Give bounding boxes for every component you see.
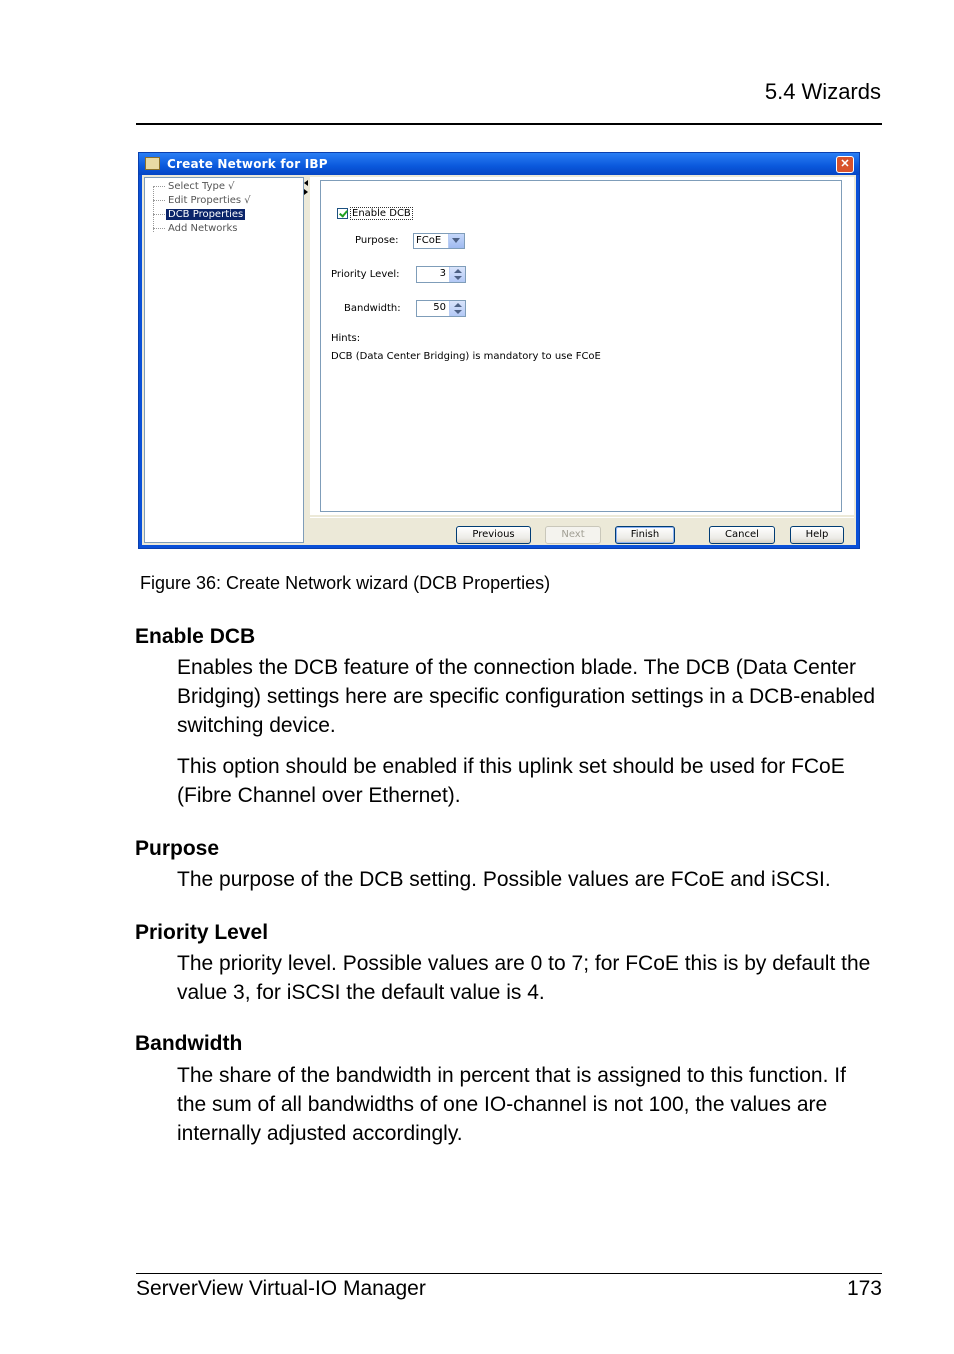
window-client xyxy=(142,175,856,545)
priority-level-spinner[interactable] xyxy=(416,266,466,283)
hints-text: DCB (Data Center Bridging) is mandatory to use FCoE xyxy=(331,351,601,362)
expand-right-icon[interactable] xyxy=(304,189,308,195)
enable-dcb-checkbox[interactable] xyxy=(337,208,413,220)
collapse-left-icon[interactable] xyxy=(304,180,308,186)
header-rule xyxy=(136,123,882,125)
window-title: Create Network for IBP xyxy=(167,157,328,171)
bandwidth-spinner[interactable] xyxy=(416,300,466,317)
hints-title: Hints: xyxy=(331,333,361,344)
window-titlebar[interactable] xyxy=(139,153,859,175)
close-icon[interactable]: ✕ xyxy=(836,156,854,173)
bandwidth-value: 50 xyxy=(433,302,446,313)
wizard-window xyxy=(138,152,860,549)
wizard-steps-tree xyxy=(144,177,304,543)
help-button[interactable]: Help xyxy=(790,526,844,544)
definition-paragraph: Enables the DCB feature of the connection blade. The DCB (Data Center Bridging) settings here are specific configuration settings in a DCB-enabled switching device. xyxy=(177,656,876,737)
tree-item-edit-properties[interactable]: Edit Properties √ xyxy=(153,194,253,207)
java-app-icon xyxy=(145,157,160,170)
term-bandwidth: Bandwidth xyxy=(135,1032,243,1055)
purpose-value: FCoE xyxy=(416,235,442,246)
enable-dcb-label: Enable DCB xyxy=(352,208,411,219)
cancel-button[interactable]: Cancel xyxy=(709,526,775,544)
content-area xyxy=(310,177,854,515)
term-enable-dcb: Enable DCB xyxy=(135,625,256,648)
term-purpose: Purpose xyxy=(135,837,220,860)
next-button[interactable]: Next xyxy=(545,526,601,544)
footer-product: ServerView Virtual-IO Manager xyxy=(136,1277,426,1300)
figure-caption: Figure 36: Create Network wizard (DCB Properties) xyxy=(140,573,551,593)
dcb-properties-panel xyxy=(320,180,842,512)
spinner-arrows-icon[interactable] xyxy=(449,267,465,282)
purpose-select[interactable] xyxy=(413,233,465,249)
footer-rule xyxy=(136,1273,882,1274)
checkbox-checked-icon[interactable] xyxy=(337,208,348,219)
definition-paragraph: The purpose of the DCB setting. Possible values are FCoE and iSCSI. xyxy=(177,868,831,891)
chevron-down-icon[interactable] xyxy=(448,234,464,248)
purpose-label: Purpose: xyxy=(355,235,399,246)
finish-button[interactable]: Finish xyxy=(615,526,675,544)
spinner-arrows-icon[interactable] xyxy=(449,301,465,316)
tree-item-select-type[interactable]: Select Type √ xyxy=(153,180,237,193)
term-priority-level: Priority Level xyxy=(135,921,269,944)
definition-paragraph: The priority level. Possible values are 0 to 7; for FCoE this is by default the value 3, for iSCSI the default value is 4. xyxy=(177,952,871,1004)
wizard-button-bar xyxy=(310,517,854,543)
split-pane-divider[interactable] xyxy=(304,177,308,543)
tree-item-add-networks[interactable]: Add Networks xyxy=(153,222,240,235)
previous-button[interactable]: Previous xyxy=(456,526,531,544)
bandwidth-label: Bandwidth: xyxy=(344,303,401,314)
page-number: 173 xyxy=(846,1277,882,1300)
definition-paragraph: The share of the bandwidth in percent that is assigned to this function. If the sum of all bandwidths of one IO-channel is not 100, the values are internally adjusted accordingly. xyxy=(177,1064,846,1145)
definition-paragraph: This option should be enabled if this uplink set should be used for FCoE (Fibre Channel over Ethernet). xyxy=(177,755,845,807)
priority-level-value: 3 xyxy=(439,268,446,279)
section-header: 5.4 Wizards xyxy=(764,79,881,104)
priority-level-label: Priority Level: xyxy=(331,269,400,280)
tree-item-dcb-properties[interactable]: DCB Properties xyxy=(153,208,245,221)
